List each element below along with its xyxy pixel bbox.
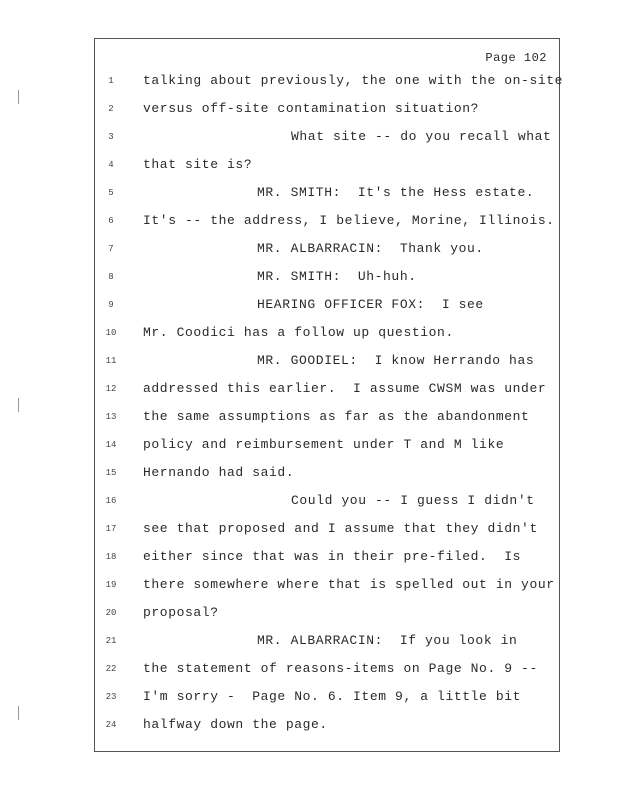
- line-text: I'm sorry - Page No. 6. Item 9, a little bit: [143, 689, 522, 704]
- transcript-line: [95, 549, 559, 577]
- transcript-line: [95, 689, 559, 717]
- transcript-line: [95, 269, 559, 297]
- line-number: 5: [108, 188, 114, 198]
- line-number: 12: [105, 384, 117, 394]
- line-number: 8: [108, 272, 114, 282]
- transcript-line: [95, 241, 559, 269]
- line-text: HEARING OFFICER FOX: I see: [257, 297, 484, 312]
- transcript-lines: [95, 73, 564, 745]
- transcript-line: [95, 633, 559, 661]
- line-number: 11: [105, 356, 117, 366]
- transcript-line: [95, 717, 559, 745]
- line-number: 7: [108, 244, 114, 254]
- line-text: MR. SMITH: It's the Hess estate.: [257, 185, 535, 200]
- line-text: MR. ALBARRACIN: If you look in: [257, 633, 518, 648]
- transcript-line: [95, 577, 559, 605]
- transcript-line: [95, 437, 559, 465]
- line-number: 22: [105, 664, 117, 674]
- line-number: 16: [105, 496, 117, 506]
- line-text: What site -- do you recall what: [291, 129, 552, 144]
- transcript-line: [95, 185, 559, 213]
- line-number: 10: [105, 328, 117, 338]
- transcript-line: [95, 409, 559, 437]
- line-text: that site is?: [143, 157, 253, 172]
- line-text: MR. ALBARRACIN: Thank you.: [257, 241, 484, 256]
- line-number: 24: [105, 720, 117, 730]
- line-text: either since that was in their pre-filed. Is: [143, 549, 522, 564]
- transcript-line: [95, 381, 559, 409]
- line-text: there somewhere where that is spelled out in your: [143, 577, 555, 592]
- line-number: 1: [108, 76, 114, 86]
- line-text: proposal?: [143, 605, 219, 620]
- line-text: addressed this earlier. I assume CWSM was under: [143, 381, 547, 396]
- line-number: 9: [108, 300, 114, 310]
- line-number: 19: [105, 580, 117, 590]
- transcript-line: [95, 73, 564, 101]
- transcript-line: [95, 605, 559, 633]
- line-text: MR. GOODIEL: I know Herrando has: [257, 353, 535, 368]
- margin-mark: [18, 706, 19, 720]
- transcript-line: [95, 465, 559, 493]
- line-number: 6: [108, 216, 114, 226]
- transcript-page: [94, 38, 564, 752]
- line-number: 23: [105, 692, 117, 702]
- line-number: 15: [105, 468, 117, 478]
- line-text: the statement of reasons-items on Page No. 9 --: [143, 661, 538, 676]
- transcript-line: [95, 297, 559, 325]
- line-text: Hernando had said.: [143, 465, 295, 480]
- line-text: see that proposed and I assume that they didn't: [143, 521, 538, 536]
- transcript-line: [95, 521, 559, 549]
- line-text: MR. SMITH: Uh-huh.: [257, 269, 417, 284]
- line-number: 4: [108, 160, 114, 170]
- margin-mark: [18, 398, 19, 412]
- transcript-line: [95, 493, 559, 521]
- page-number: Page 102: [485, 51, 547, 65]
- transcript-line: [95, 213, 559, 241]
- transcript-line: [95, 157, 559, 185]
- margin-mark: [18, 90, 19, 104]
- line-text: talking about previously, the one with the on-site: [143, 73, 564, 88]
- line-number: 13: [105, 412, 117, 422]
- transcript-line: [95, 129, 559, 157]
- line-number: 18: [105, 552, 117, 562]
- line-text: policy and reimbursement under T and M like: [143, 437, 505, 452]
- line-number: 14: [105, 440, 117, 450]
- line-text: halfway down the page.: [143, 717, 328, 732]
- line-text: the same assumptions as far as the abandonment: [143, 409, 530, 424]
- transcript-line: [95, 661, 559, 689]
- line-number: 3: [108, 132, 114, 142]
- transcript-line: [95, 325, 559, 353]
- line-number: 2: [108, 104, 114, 114]
- line-text: Could you -- I guess I didn't: [291, 493, 535, 508]
- line-text: It's -- the address, I believe, Morine, Illinois.: [143, 213, 555, 228]
- transcript-line: [95, 101, 559, 129]
- transcript-line: [95, 353, 559, 381]
- line-number: 21: [105, 636, 117, 646]
- line-number: 17: [105, 524, 117, 534]
- line-text: versus off-site contamination situation?: [143, 101, 480, 116]
- line-text: Mr. Coodici has a follow up question.: [143, 325, 454, 340]
- line-number: 20: [105, 608, 117, 618]
